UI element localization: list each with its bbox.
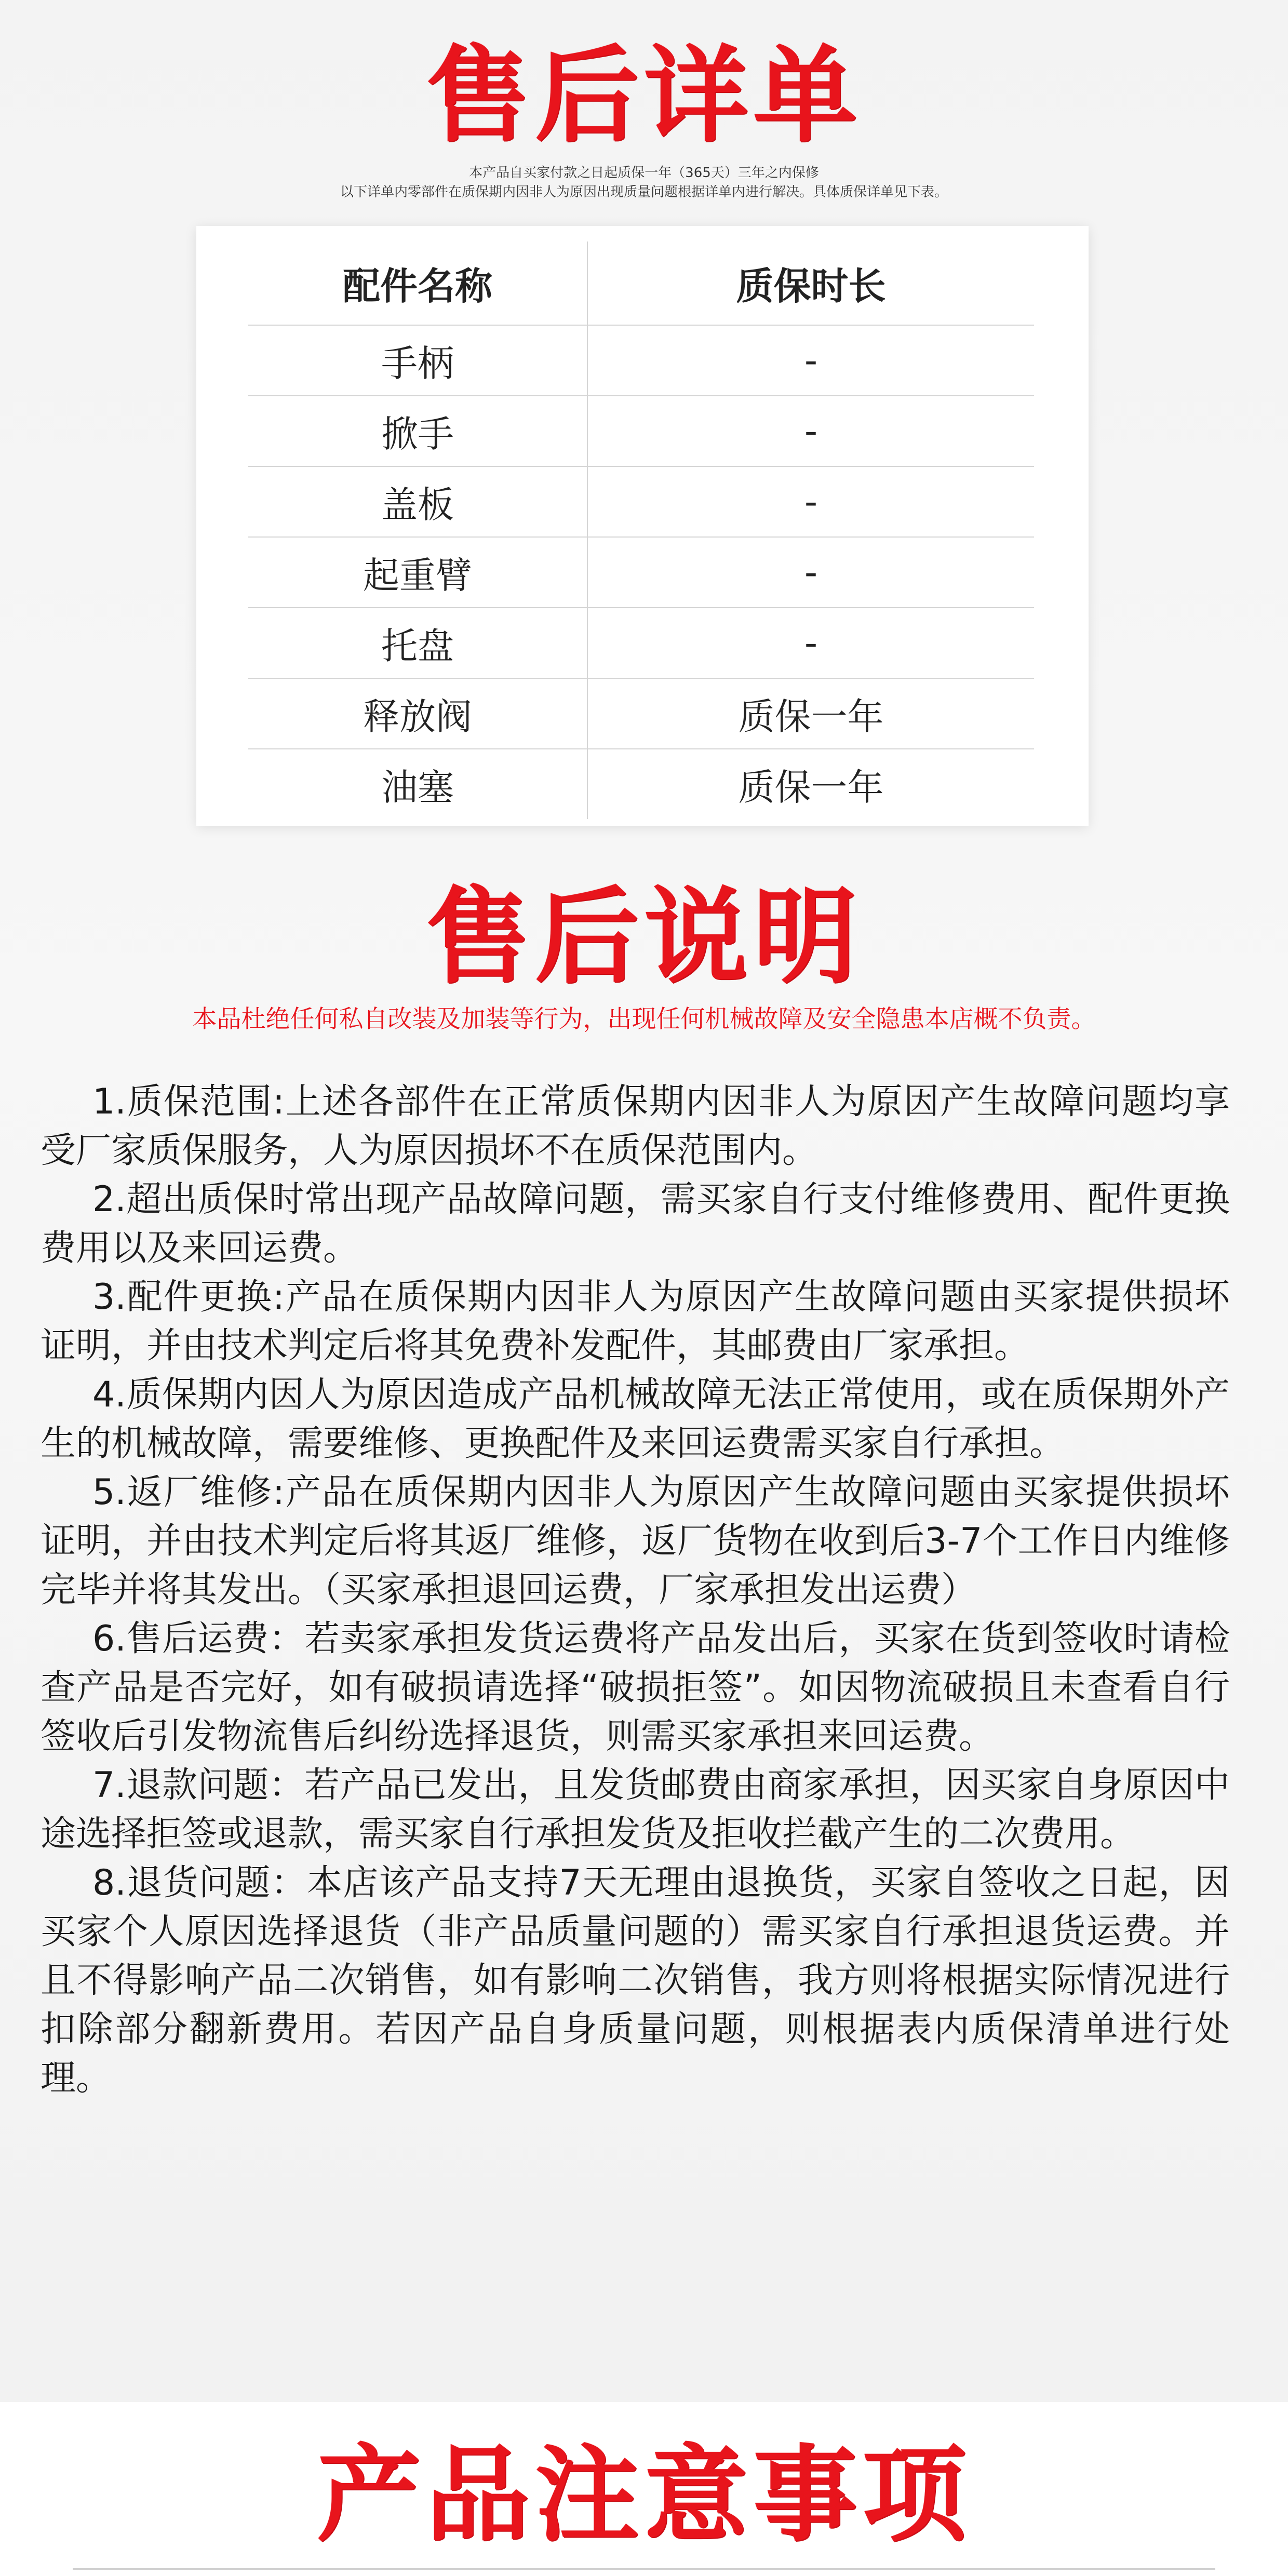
part-name-cell: 盖板 <box>248 466 587 537</box>
warranty-period-cell: - <box>587 537 1034 608</box>
notice-title: 产品注意事项 <box>316 2435 971 2556</box>
table-row <box>248 608 1034 678</box>
term-item: 8.退货问题：本店该产品支持7天无理由退换货，买家自签收之日起，因买家个人原因选择退货（非产品质量问题的）需买家自行承担退货运费。并且不得影响产品二次销售，如有影响二次销售，我方则将根据实际情况进行扣除部分翻新费用。若因产品自身质量问题，则根据表内质保清单进行处理。 <box>41 1862 1230 2099</box>
term-item: 6.售后运费：若卖家承担发货运费将产品发出后，买家在货到签收时请检查产品是否完好，如有破损请选择“破损拒签”。如因物流破损且未查看自行签收后引发物流售后纠纷选择退货，则需买家承担来回运费。 <box>41 1618 1230 1757</box>
part-name-cell: 手柄 <box>248 325 587 396</box>
table-row <box>248 396 1034 466</box>
warranty-period-cell: - <box>587 325 1034 396</box>
part-name-cell: 油塞 <box>248 749 587 819</box>
divider <box>73 2568 1215 2570</box>
part-name-cell: 释放阀 <box>248 678 587 749</box>
part-name-cell: 起重臂 <box>248 537 587 608</box>
table-row <box>248 537 1034 608</box>
warranty-period-cell: 质保一年 <box>738 766 884 809</box>
header-part-name: 配件名称 <box>248 242 587 325</box>
part-name-cell: 掀手 <box>248 396 587 466</box>
warranty-period-cell: 质保一年 <box>587 678 1034 749</box>
header-warranty-period: 质保时长 <box>587 242 1034 325</box>
table-header-row <box>248 242 1034 325</box>
table-row <box>248 749 1034 819</box>
warranty-table-card <box>196 226 1089 826</box>
warranty-title: 售后详单 <box>425 35 862 156</box>
term-item: 3.配件更换:产品在质保期内因非人为原因产生故障问题由买家提供损坏证明，并由技术判定后将其免费补发配件，其邮费由厂家承担。 <box>41 1277 1230 1366</box>
aftersale-warning: 本品杜绝任何私自改装及加装等行为，出现任何机械故障及安全隐患本店概不负责。 <box>192 1005 1096 1034</box>
term-item: 4.质保期内因人为原因造成产品机械故障无法正常使用，或在质保期外产生的机械故障，需要维修、更换配件及来回运费需买家自行承担。 <box>41 1374 1230 1464</box>
part-name-cell: 托盘 <box>248 608 587 678</box>
term-item: 2.超出质保时常出现产品故障问题，需买家自行支付维修费用、配件更换费用以及来回运费。 <box>41 1179 1230 1269</box>
aftersale-terms <box>41 1078 1230 2103</box>
warranty-period-cell: - <box>587 608 1034 678</box>
warranty-note-line2: 以下详单内零部件在质保期内因非人为原因出现质量问题根据详单内进行解决。具体质保详单见下表。 <box>340 184 948 200</box>
term-item: 1.质保范围:上述各部件在正常质保期内因非人为原因产生故障问题均享受厂家质保服务，人为原因损坏不在质保范围内。 <box>41 1081 1230 1171</box>
warranty-period-cell: - <box>587 466 1034 537</box>
aftersale-title: 售后说明 <box>425 877 862 998</box>
warranty-period-cell: - <box>587 396 1034 466</box>
table-row <box>248 325 1034 396</box>
warranty-table <box>248 242 1034 819</box>
term-item: 7.退款问题：若产品已发出，且发货邮费由商家承担，因买家自身原因中途选择拒签或退款，需买家自行承担发货及拒收拦截产生的二次费用。 <box>41 1765 1230 1855</box>
term-item: 5.返厂维修:产品在质保期内因非人为原因产生故障问题由买家提供损坏证明，并由技术判定后将其返厂维修，返厂货物在收到后3-7个工作日内维修完毕并将其发出。（买家承担退回运费，厂家承担发出运费） <box>41 1472 1230 1611</box>
table-row <box>248 678 1034 749</box>
table-row <box>248 466 1034 537</box>
warranty-note-line1: 本产品自买家付款之日起质保一年（365天）三年之内保修 <box>469 165 819 181</box>
